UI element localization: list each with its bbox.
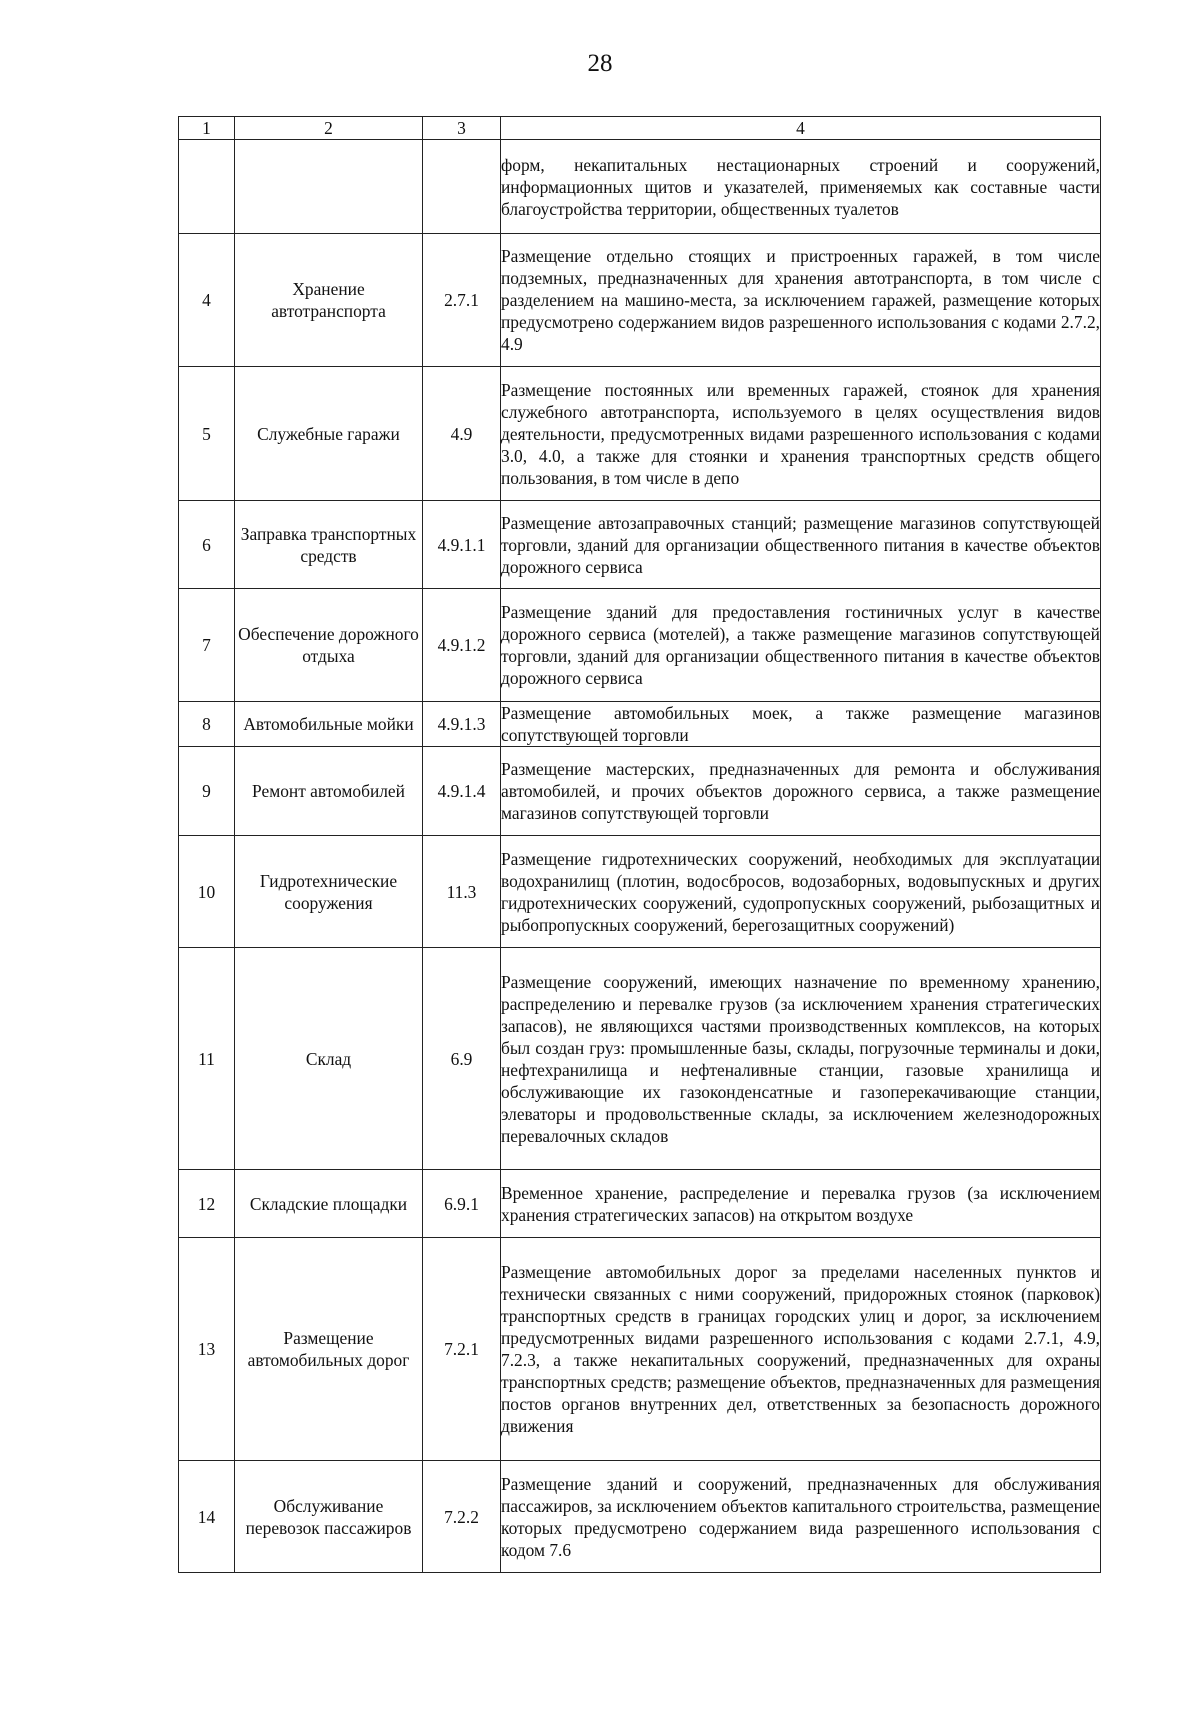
use-type-description: Размещение мастерских, предназначенных для ремонта и обслуживания автомобилей, и прочих объектов дорожного сервиса, а также размещение магазинов сопутствующей торговли bbox=[501, 747, 1101, 836]
use-type-name: Склад bbox=[235, 948, 423, 1170]
use-type-name: Автомобильные мойки bbox=[235, 702, 423, 747]
use-type-code: 4.9.1.2 bbox=[423, 589, 501, 702]
use-type-name: Размещение автомобильных дорог bbox=[235, 1238, 423, 1461]
use-type-description: Размещение отдельно стоящих и пристроенных гаражей, в том числе подземных, предназначенных для хранения автотранспорта, в том числе с разделением на машино-места, за исключением гаражей, размещение которых предусмотрено содержанием видов разрешенного использования с кодами 2.7.2, 4.9 bbox=[501, 234, 1101, 367]
use-type-description: Размещение постоянных или временных гаражей, стоянок для хранения служебного автотранспорта, используемого в целях осуществления видов деятельности, предусмотренных видами разрешенного использования с кодами 3.0, 4.0, а также для стоянки и хранения транспортных средств общего пользования, в том числе в депо bbox=[501, 367, 1101, 501]
header-col-2: 2 bbox=[235, 117, 423, 140]
header-col-1: 1 bbox=[179, 117, 235, 140]
use-type-code: 6.9 bbox=[423, 948, 501, 1170]
table-row bbox=[179, 1461, 1101, 1573]
row-number: 5 bbox=[179, 367, 235, 501]
use-type-name: Обслуживание перевозок пассажиров bbox=[235, 1461, 423, 1573]
use-type-description: Временное хранение, распределение и перевалка грузов (за исключением хранения стратегических запасов) на открытом воздухе bbox=[501, 1170, 1101, 1238]
table-row bbox=[179, 836, 1101, 948]
use-type-code: 7.2.2 bbox=[423, 1461, 501, 1573]
row-number: 8 bbox=[179, 702, 235, 747]
row-number: 7 bbox=[179, 589, 235, 702]
use-type-code: 11.3 bbox=[423, 836, 501, 948]
row-number: 12 bbox=[179, 1170, 235, 1238]
use-type-description: Размещение гидротехнических сооружений, необходимых для эксплуатации водохранилищ (плотин, водосбросов, водозаборных, водовыпускных и других гидротехнических сооружений, судопропускных сооружений, рыбозащитных и рыбопропускных сооружений, берегозащитных сооружений) bbox=[501, 836, 1101, 948]
table-row bbox=[179, 140, 1101, 234]
use-type-description: форм, некапитальных нестационарных строений и сооружений, информационных щитов и указателей, применяемых как составные части благоустройства территории, общественных туалетов bbox=[501, 140, 1101, 234]
use-type-description: Размещение зданий и сооружений, предназначенных для обслуживания пассажиров, за исключением объектов капитального строительства, размещение которых предусмотрено содержанием вида разрешенного использования с кодом 7.6 bbox=[501, 1461, 1101, 1573]
land-use-table bbox=[178, 116, 1101, 1573]
table-row bbox=[179, 1238, 1101, 1461]
use-type-name: Служебные гаражи bbox=[235, 367, 423, 501]
table-row bbox=[179, 501, 1101, 589]
row-number: 11 bbox=[179, 948, 235, 1170]
use-type-code: 4.9.1.3 bbox=[423, 702, 501, 747]
use-type-name: Ремонт автомобилей bbox=[235, 747, 423, 836]
use-type-name bbox=[235, 140, 423, 234]
row-number bbox=[179, 140, 235, 234]
row-number: 4 bbox=[179, 234, 235, 367]
header-col-3: 3 bbox=[423, 117, 501, 140]
use-type-name: Хранение автотранспорта bbox=[235, 234, 423, 367]
table-row bbox=[179, 948, 1101, 1170]
use-type-code: 2.7.1 bbox=[423, 234, 501, 367]
use-type-description: Размещение автомобильных моек, а также размещение магазинов сопутствующей торговли bbox=[501, 703, 1100, 745]
use-type-code: 4.9.1.4 bbox=[423, 747, 501, 836]
row-number: 13 bbox=[179, 1238, 235, 1461]
row-number: 6 bbox=[179, 501, 235, 589]
use-type-name: Складские площадки bbox=[235, 1170, 423, 1238]
table-row bbox=[179, 367, 1101, 501]
page-number: 28 bbox=[587, 50, 613, 77]
use-type-description: Размещение зданий для предоставления гостиничных услуг в качестве дорожного сервиса (мотелей), а также размещение магазинов сопутствующей торговли, зданий для организации общественного питания в качестве объектов дорожного сервиса bbox=[501, 589, 1101, 702]
use-type-name: Гидротехнические сооружения bbox=[235, 836, 423, 948]
use-type-name: Заправка транспортных средств bbox=[235, 501, 423, 589]
table-row bbox=[179, 747, 1101, 836]
header-col-4: 4 bbox=[501, 117, 1101, 140]
use-type-code: 4.9.1.1 bbox=[423, 501, 501, 589]
row-number: 10 bbox=[179, 836, 235, 948]
row-number: 14 bbox=[179, 1461, 235, 1573]
use-type-description: Размещение автомобильных дорог за пределами населенных пунктов и технически связанных с ними сооружений, придорожных стоянок (парковок) транспортных средств в границах городских улиц и дорог, за исключением предусмотренных видами разрешенного использования с кодами 2.7.1, 4.9, 7.2.3, а также некапитальных сооружений, предназначенных для охраны транспортных средств; размещение объектов, предназначенных для размещения постов органов внутренних дел, ответственных за безопасность дорожного движения bbox=[501, 1238, 1101, 1461]
use-type-code: 4.9 bbox=[423, 367, 501, 501]
use-type-code: 7.2.1 bbox=[423, 1238, 501, 1461]
use-type-name: Обеспечение дорожного отдыха bbox=[235, 589, 423, 702]
use-type-description: Размещение сооружений, имеющих назначение по временному хранению, распределению и перевалке грузов (за исключением хранения стратегических запасов), не являющихся частями производственных комплексов, на которых был создан груз: промышленные базы, склады, погрузочные терминалы и доки, нефтехранилища и нефтеналивные станции, газовые хранилища и обслуживающие их газоконденсатные и газоперекачивающие станции, элеваторы и продовольственные склады, за исключением железнодорожных перевалочных складов bbox=[501, 948, 1101, 1170]
table-row bbox=[179, 589, 1101, 702]
use-type-code: 6.9.1 bbox=[423, 1170, 501, 1238]
table-row bbox=[179, 702, 1101, 747]
use-type-description: Размещение автозаправочных станций; размещение магазинов сопутствующей торговли, зданий для организации общественного питания в качестве объектов дорожного сервиса bbox=[501, 501, 1101, 589]
header-row bbox=[179, 117, 1101, 140]
table-row bbox=[179, 234, 1101, 367]
row-number: 9 bbox=[179, 747, 235, 836]
table-row bbox=[179, 1170, 1101, 1238]
use-type-code bbox=[423, 140, 501, 234]
